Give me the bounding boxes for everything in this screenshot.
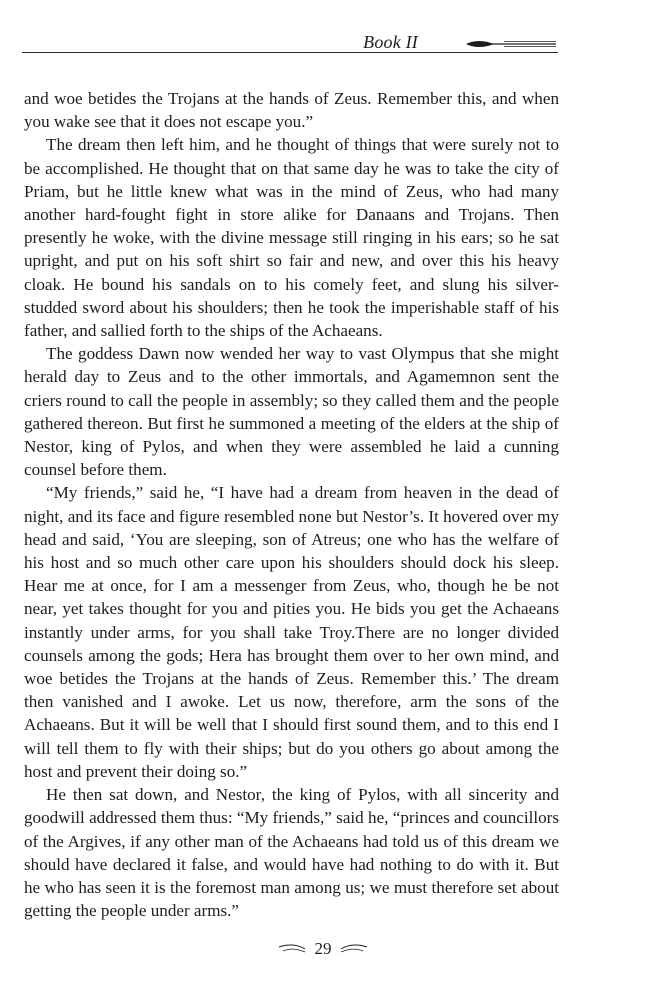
body-text [24, 87, 559, 922]
paragraph: The goddess Dawn now wended her way to vast Olympus that she might herald day to Zeus and to the other immortals, and Agamemnon sent the criers round to call the people in assembly; so they called them and the people gathered thereon. But first he summoned a meeting of the elders at the ship of Nestor, king of Pylos, and when they were assembled he laid a cunning counsel before them. [24, 344, 559, 480]
swash-right-icon [339, 943, 369, 955]
quill-pen-icon [464, 38, 558, 50]
paragraph: The dream then left him, and he thought of things that were surely not to be accomplished. He thought that on that same day he was to take the city of Priam, but he little knew what was in the mind of Zeus, who had many another hard-fought fight in store alike for Danaans and Trojans. Then presently he woke, with the divine message still ringing in his ears; so he sat upright, and put on his soft shirt so fair and new, and over this his heavy cloak. He bound his sandals on to his comely feet, and slung his silver-studded sword about his shoulders; then he took the imperishable staff of his father, and sallied forth to the ships of the Achaeans. [24, 135, 559, 341]
swash-left-icon [277, 943, 307, 955]
running-head-rule [22, 52, 558, 53]
page-footer [0, 938, 646, 959]
running-head-title: Book II [363, 32, 418, 52]
paragraph: “My friends,” said he, “I have had a dream from heaven in the dead of night, and its face and figure resembled none but Nestor’s. It hovered over my head and said, ‘You are sleeping, son of Atreus; one who has the welfare of his host and so much other care upon his shoulders should dock his sleep. Hear me at once, for I am a messenger from Zeus, who, though he be not near, yet takes thought for you and pities you. He bids you get the Achaeans instantly under arms, for you shall take Troy.There are no longer divided counsels among the gods; Hera has brought them over to her own mind, and woe betides the Trojans at the hands of Zeus. Remember this.’ The dream then vanished and I awoke. Let us now, therefore, arm the sons of the Achaeans. But it will be well that I should first sound them, and to this end I will tell them to fly with their ships; but do you others go about among the host and prevent their doing so.” [24, 483, 559, 781]
page-number: 29 [314, 939, 332, 959]
running-head [22, 30, 558, 56]
paragraph: and woe betides the Trojans at the hands of Zeus. Remember this, and when you wake see that it does not escape you.” [24, 89, 559, 132]
paragraph: He then sat down, and Nestor, the king of Pylos, with all sincerity and goodwill addressed them thus: “My friends,” said he, “princes and councillors of the Argives, if any other man of the Achaeans had told us of this dream we should have declared it false, and would have had nothing to do with it. But he who has seen it is the foremost man among us; we must therefore set about getting the people under arms.” [24, 785, 559, 921]
